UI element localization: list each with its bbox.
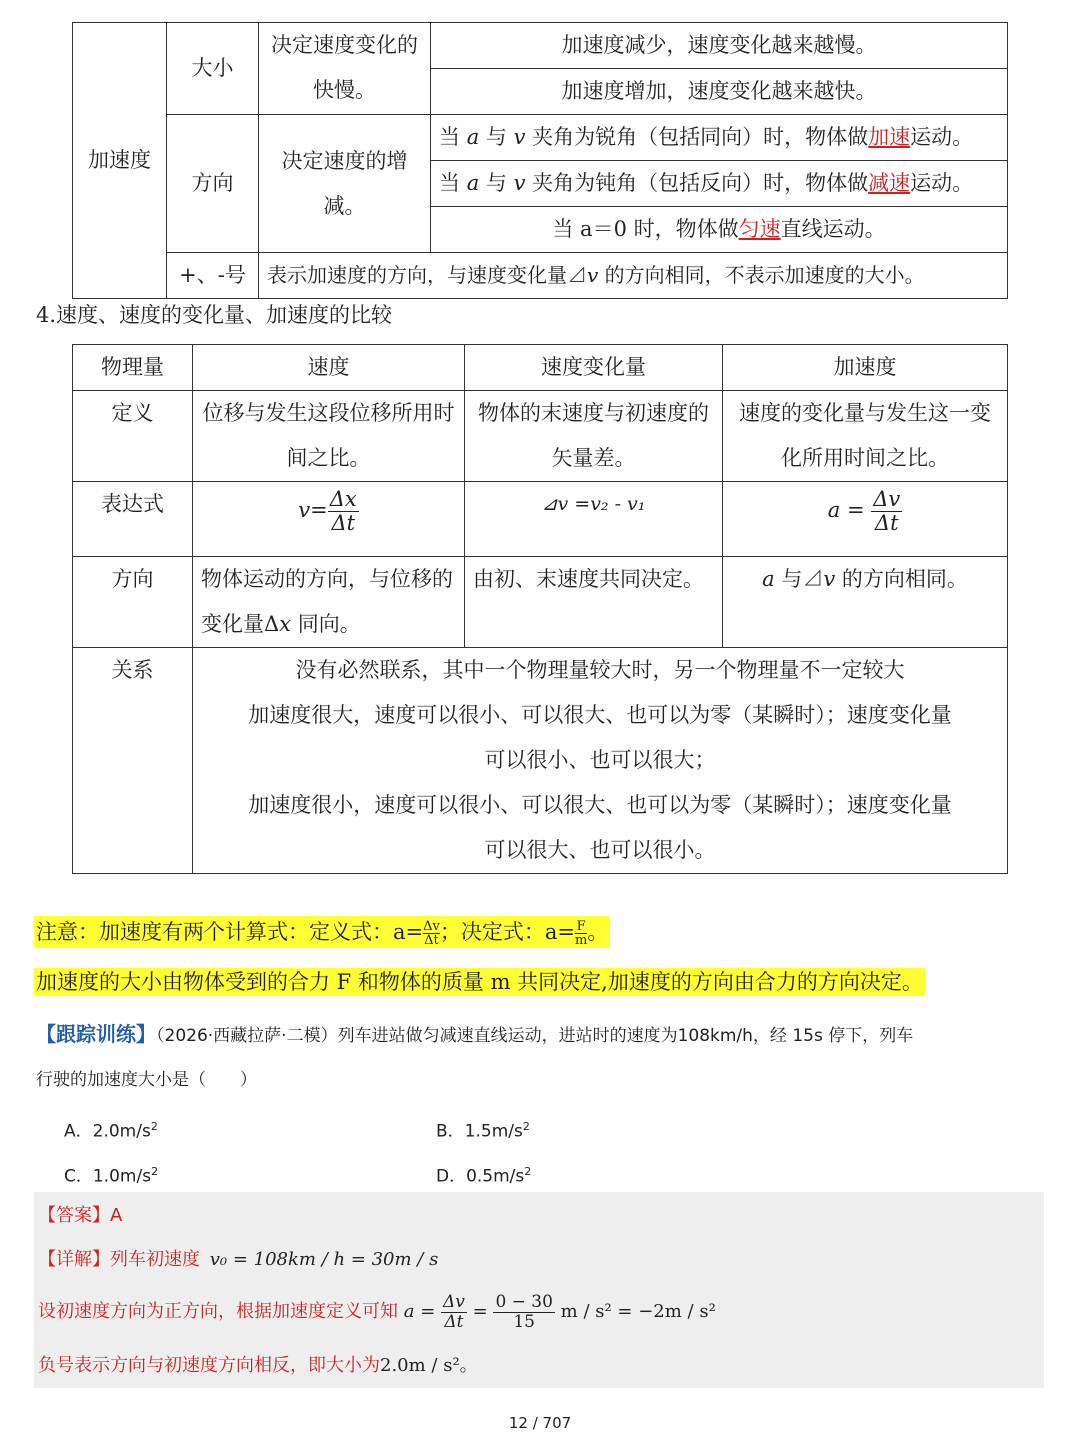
direction-label: 方向: [167, 115, 259, 253]
detail-line-3: 负号表示方向与初速度方向相反，即大小为2.0m / s²。: [38, 1355, 478, 1376]
note-line-2: 加速度的大小由物体受到的合力 F 和物体的质量 m 共同决定,加速度的方向由合力的方向决定。: [36, 970, 923, 994]
expression-velocity: v= $\frac{\Delta x}{\Delta t}$: [193, 482, 465, 557]
uniform-keyword: 匀速: [738, 217, 781, 241]
header-velocity-change: 速度变化量: [465, 345, 723, 391]
page-number: 12 / 707: [508, 1414, 572, 1432]
detail-math-1: v₀ = 108km / h = 30m / s: [209, 1249, 439, 1270]
direction-case-2: 当 a 与 v 夹角为钝角（包括反向）时，物体做减速运动。: [431, 161, 1008, 207]
option-c[interactable]: C．$1.0m/s^2$: [64, 1165, 159, 1187]
definition-velocity: 位移与发生这段位移所用时间之比。: [193, 391, 465, 482]
relation-label: 关系: [73, 648, 193, 874]
option-d[interactable]: D．$0.5m/s^2$: [436, 1165, 532, 1187]
header-quantity: 物理量: [73, 345, 193, 391]
size-case-1: 加速度减少，速度变化越来越慢。: [431, 23, 1008, 69]
acceleration-row-header: 加速度: [73, 23, 167, 299]
header-velocity: 速度: [193, 345, 465, 391]
expression-velocity-change: ⊿v =v₂ - v₁: [465, 482, 723, 557]
expression-acceleration: a = $\frac{\Delta v}{\Delta t}$: [723, 482, 1008, 557]
option-a[interactable]: A．$2.0m/s^2$: [64, 1120, 158, 1142]
sign-desc: 表示加速度的方向，与速度变化量⊿v 的方向相同，不表示加速度的大小。: [259, 253, 1008, 299]
exercise-question: 【跟踪训练】（2026·西藏拉萨·二模）列车进站做匀减速直线运动，进站时的速度为108km/h，经 15s 停下，列车: [36, 1022, 914, 1046]
direction-label-2: 方向: [73, 557, 193, 648]
relation-text: 没有必然联系，其中一个物理量较大时，另一个物理量不一定较大 加速度很大，速度可以很小、可以很大、也可以为零（某瞬时）；速度变化量 可以很小、也可以很大； 加速度很小，速度可以很小、可以很大、也可以为零（某瞬时）；速度变化量 可以很大、也可以很小。: [193, 648, 1008, 874]
answer-tag: 【答案】: [38, 1205, 110, 1226]
direction-case-3: 当 a＝0 时，物体做匀速直线运动。: [431, 207, 1008, 253]
detail-line-2: 设初速度方向为正方向，根据加速度定义可知 a = $\frac{\Delta v}{\Delta t}$ = $\frac{0 - 30}{15}$ m / s² = −2m / s²: [38, 1291, 716, 1332]
decelerate-keyword: 减速: [868, 171, 911, 195]
definition-velocity-change: 物体的末速度与初速度的矢量差。: [465, 391, 723, 482]
answer-value: A: [110, 1205, 123, 1226]
acceleration-table: [72, 22, 1008, 299]
direction-case-1: 当 a 与 v 夹角为锐角（包括同向）时，物体做加速运动。: [431, 115, 1008, 161]
direction-desc: 决定速度的增减。: [259, 115, 431, 253]
option-b[interactable]: B．$1.5m/s^2$: [436, 1120, 530, 1142]
direction-velocity-change: 由初、末速度共同决定。: [465, 557, 723, 648]
expression-label: 表达式: [73, 482, 193, 557]
exercise-question-cont: 行驶的加速度大小是（ ）: [36, 1070, 257, 1090]
comparison-table: [72, 344, 1008, 874]
exercise-tag: 【跟踪训练】: [36, 1022, 156, 1046]
header-acceleration: 加速度: [723, 345, 1008, 391]
section-title: 4.速度、速度的变化量、加速度的比较: [36, 303, 393, 327]
sign-label: +、-号: [167, 253, 259, 299]
direction-acceleration: a 与⊿v 的方向相同。: [723, 557, 1008, 648]
note-line-1: 注意：加速度有两个计算式：定义式：a= $\frac{\Delta v}{\Delta t}$ ；决定式：a= $\frac{F}{m}$ 。: [34, 912, 610, 952]
detail-line-1: 【详解】列车初速度 v₀ = 108km / h = 30m / s: [38, 1249, 439, 1270]
direction-velocity: 物体运动的方向，与位移的变化量Δx 同向。: [193, 557, 465, 648]
accelerate-keyword: 加速: [868, 125, 911, 149]
answer-line: [38, 1200, 122, 1232]
definition-acceleration: 速度的变化量与发生这一变化所用时间之比。: [723, 391, 1008, 482]
size-label: 大小: [167, 23, 259, 115]
size-desc: 决定速度变化的快慢。: [259, 23, 431, 115]
definition-label: 定义: [73, 391, 193, 482]
size-case-2: 加速度增加，速度变化越来越快。: [431, 69, 1008, 115]
